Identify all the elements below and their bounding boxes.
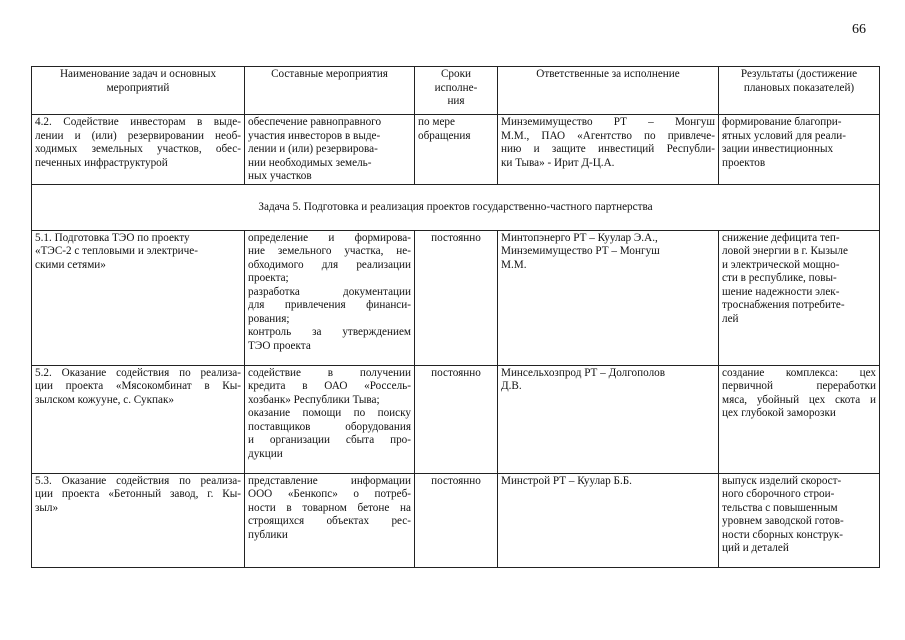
cell-text-line: ности сборных конструк- xyxy=(722,528,844,541)
cell-text-line: ловой энергии в г. Кызыле xyxy=(722,245,848,257)
section-title: Задача 5. Подготовка и реализация проектов государственно-частного партнерства xyxy=(32,184,880,230)
cell-text-line: зыл» xyxy=(35,501,59,514)
deadline-cell xyxy=(415,115,498,185)
cell-text-line: 5.1. Подготовка ТЭО по проекту xyxy=(35,231,190,244)
cell-text-line: плановых показателей) xyxy=(743,81,855,94)
cell-text-line: тельства с повышенным xyxy=(722,501,838,514)
cell-text-line: ного сборочного строи- xyxy=(722,488,835,500)
deadline-cell xyxy=(415,230,498,365)
page-number: 66 xyxy=(852,22,866,37)
cell-text-line: ции проекта «Бетонный завод, г. Кы- xyxy=(35,488,241,500)
responsible-cell xyxy=(498,365,719,473)
cell-text-line: строящихся объектах рес- xyxy=(248,515,411,527)
cell-text-line: лей xyxy=(722,312,739,325)
cell-text-line: постоянно xyxy=(431,366,481,379)
deadline-cell xyxy=(415,365,498,473)
cell-text-line: М.М., ПАО «Агентство по привлече- xyxy=(501,129,715,142)
activities-cell xyxy=(245,115,415,185)
cell-text-line: Результаты (достижение xyxy=(740,68,858,80)
header-responsible xyxy=(498,67,719,115)
responsible-cell xyxy=(498,473,719,567)
cell-text-line: содействие в получении xyxy=(248,366,411,379)
cell-text-line: лении и (или) резервирова- xyxy=(248,143,378,155)
cell-text-line: нию и защите инвестиций Республи- xyxy=(501,143,715,155)
cell-text-line: зации инвестиционных xyxy=(722,143,834,155)
cell-text-line: ТЭО проекта xyxy=(248,339,311,352)
cell-text-line: зылском кожууне, с. Сукпак» xyxy=(35,393,175,406)
cell-text-line: сти в республике, повы- xyxy=(722,272,837,284)
cell-text-line: Сроки xyxy=(440,68,472,80)
results-cell xyxy=(719,115,880,185)
task-cell xyxy=(32,115,245,185)
cell-text-line: и электрической мощно- xyxy=(722,258,840,271)
cell-text-line: обходимого для реализации xyxy=(248,258,411,271)
table-row xyxy=(32,365,880,473)
cell-text-line: контроль за утверждением xyxy=(248,326,411,338)
task-cell xyxy=(32,365,245,473)
header-activities xyxy=(245,67,415,115)
task-cell xyxy=(32,230,245,365)
cell-text-line: 5.2. Оказание содействия по реализа- xyxy=(35,366,241,379)
results-cell xyxy=(719,230,880,365)
cell-text-line: ки Тыва» - Ирит Д-Ц.А. xyxy=(501,156,615,169)
cell-text-line: Ответственные за исполнение xyxy=(536,68,680,80)
table-row xyxy=(32,115,880,185)
cell-text-line: первичной переработки xyxy=(722,380,876,392)
deadline-cell xyxy=(415,473,498,567)
results-cell xyxy=(719,473,880,567)
activities-cell xyxy=(245,365,415,473)
cell-text-line: определение и формирова- xyxy=(248,231,411,244)
cell-text-line: ООО «Бенкопс» о потреб- xyxy=(248,488,411,500)
table-header-row xyxy=(32,67,880,115)
cell-text-line: по мере xyxy=(418,116,455,128)
cell-text-line: 5.3. Оказание содействия по реализа- xyxy=(35,474,241,487)
activities-cell xyxy=(245,230,415,365)
cell-text-line: ятных условий для реали- xyxy=(722,129,846,142)
cell-text-line: обращения xyxy=(418,129,471,142)
cell-text-line: Наименование задач и основных xyxy=(59,68,217,80)
cell-text-line: 4.2. Содействие инвесторам в выде- xyxy=(35,116,241,128)
cell-text-line: ние земельного участка, не- xyxy=(248,245,411,257)
header-results xyxy=(719,67,880,115)
cell-text-line: Минстрой РТ – Куулар Б.Б. xyxy=(501,474,632,487)
cell-text-line: оказание помощи по поиску xyxy=(248,407,411,419)
cell-text-line: «ТЭС-2 с тепловыми и электриче- xyxy=(35,245,198,257)
cell-text-line: исполне- xyxy=(434,81,478,94)
cell-text-line: Составные мероприятия xyxy=(271,68,388,80)
cell-text-line: участия инвесторов в выде- xyxy=(248,129,381,142)
cell-text-line: М.М. xyxy=(501,258,527,271)
cell-text-line: дукции xyxy=(248,447,283,460)
cell-text-line: постоянно xyxy=(431,474,481,487)
cell-text-line: лении и (или) резервировании необ- xyxy=(35,129,241,142)
section-row xyxy=(32,184,880,230)
cell-text-line: ния xyxy=(447,95,465,107)
cell-text-line: ции проекта «Мясокомбинат в Кы- xyxy=(35,380,241,392)
responsible-cell xyxy=(498,230,719,365)
cell-text-line: создание комплекса: цех xyxy=(722,366,876,379)
cell-text-line: Минземимущество РТ – Монгуш xyxy=(501,245,660,257)
cell-text-line: представление информации xyxy=(248,474,411,487)
table-row xyxy=(32,473,880,567)
cell-text-line: ности в товарном бетоне на xyxy=(248,501,411,514)
cell-text-line: рования; xyxy=(248,312,290,325)
cell-text-line: снижение дефицита теп- xyxy=(722,231,840,244)
cell-text-line: публики xyxy=(248,528,288,541)
cell-text-line: кредита в ОАО «Россель- xyxy=(248,380,411,392)
cell-text-line: ных участков xyxy=(248,170,312,182)
action-plan-table xyxy=(31,66,880,568)
cell-text-line: Минтопэнерго РТ – Куулар Э.А., xyxy=(501,231,658,244)
cell-text-line: обеспечение равноправного xyxy=(248,116,382,128)
cell-text-line: и организации сбыта про- xyxy=(248,434,411,446)
cell-text-line: Минсельхозпрод РТ – Долгополов xyxy=(501,366,666,379)
cell-text-line: печенных инфраструктурой xyxy=(35,156,168,169)
cell-text-line: ходимых земельных участков, обес- xyxy=(35,143,241,155)
cell-text-line: проектов xyxy=(722,156,766,169)
task-cell xyxy=(32,473,245,567)
header-task xyxy=(32,67,245,115)
cell-text-line: нии необходимых земель- xyxy=(248,156,372,169)
cell-text-line: цех глубокой заморозки xyxy=(722,407,836,419)
cell-text-line: мяса, убойный цех скота и xyxy=(722,393,876,406)
cell-text-line: формирование благопри- xyxy=(722,116,842,128)
cell-text-line: скими сетями» xyxy=(35,258,106,271)
cell-text-line: троснабжения потребите- xyxy=(722,299,845,311)
table-row xyxy=(32,230,880,365)
cell-text-line: мероприятий xyxy=(106,81,170,94)
cell-text-line: для привлечения финанси- xyxy=(248,299,411,311)
cell-text-line: поставщиков оборудования xyxy=(248,420,411,433)
cell-text-line: уровнем заводской готов- xyxy=(722,515,844,527)
cell-text-line: разработка документации xyxy=(248,285,411,298)
responsible-cell xyxy=(498,115,719,185)
results-cell xyxy=(719,365,880,473)
header-deadline xyxy=(415,67,498,115)
cell-text-line: постоянно xyxy=(431,231,481,244)
cell-text-line: хозбанк» Республики Тыва; xyxy=(248,393,380,406)
cell-text-line: Д.В. xyxy=(501,380,522,392)
cell-text-line: ций и деталей xyxy=(722,542,789,554)
cell-text-line: выпуск изделий скорост- xyxy=(722,474,842,487)
cell-text-line: проекта; xyxy=(248,272,289,284)
cell-text-line: шение надежности элек- xyxy=(722,285,840,298)
cell-text-line: Минземимущество РТ – Монгуш xyxy=(501,116,715,128)
activities-cell xyxy=(245,473,415,567)
